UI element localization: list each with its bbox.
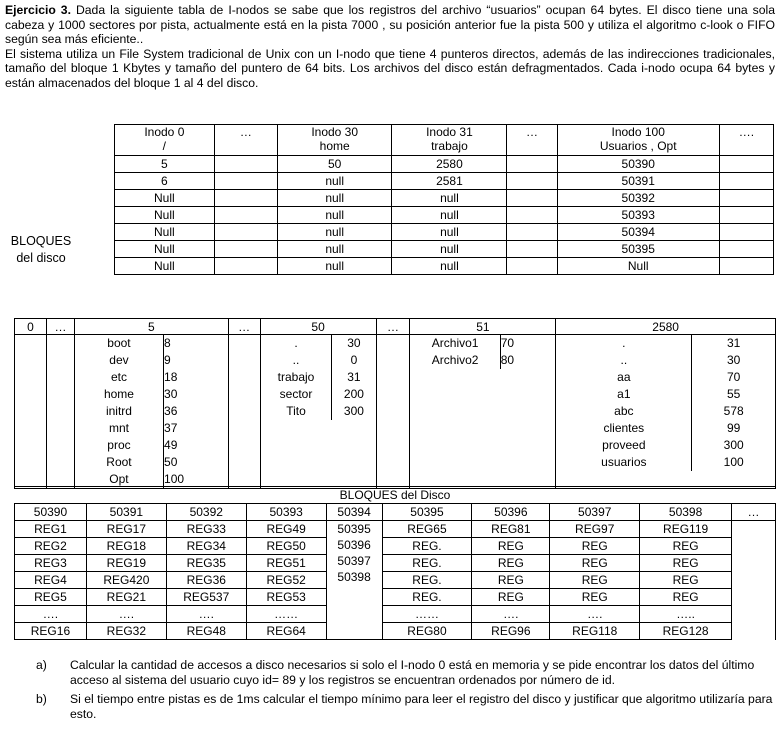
disk-block-cell: REG1: [15, 521, 87, 538]
disk-block-cell: REG2: [15, 538, 87, 555]
disk-block-row: [15, 572, 776, 589]
dir-entry-name: clientes: [556, 420, 692, 437]
disk-block-empty-cell: [732, 606, 776, 623]
inode-row: [115, 224, 774, 241]
dir-entry-name: home: [75, 386, 164, 403]
disk-block-cell: REG: [550, 589, 640, 606]
dir-entry-inode: 100: [164, 472, 185, 486]
dir-block-5-entries: [75, 335, 228, 488]
disk-block-empty-cell: [732, 538, 776, 555]
dir-block-50-entries: [261, 335, 376, 420]
dir-entry-inode: 18: [164, 370, 178, 384]
disk-block-cell: ….: [472, 606, 550, 623]
disk-block-row: [15, 555, 776, 572]
disk-block-cell: ……: [382, 606, 472, 623]
inode-cell: [214, 156, 277, 173]
inode-cell: [214, 224, 277, 241]
question-a-text: Calcular la cantidad de accesos a disco necesarios si solo el I-nodo 0 está en memoria y se pide encontrar los datos del último acceso al sistema del usuario cuyo id= 89 y los registros se encuentran ordenados por número de id.: [70, 658, 755, 687]
inode-header-cell: [719, 125, 773, 156]
disk-block-cell: REG50: [246, 538, 326, 555]
disk-block-cell: ….: [15, 606, 87, 623]
disk-block-header-cell: …: [732, 504, 776, 521]
inode-header-cell: [214, 125, 277, 156]
dir-header-cell: 0: [15, 319, 47, 335]
disk-block-cell: REG97: [550, 521, 640, 538]
disk-block-cell: REG19: [86, 555, 166, 572]
dir-entry-inode: 8: [164, 336, 171, 350]
paragraph-1: [5, 3, 775, 47]
dir-entry-name: .: [556, 335, 692, 352]
dir-entry-name: .: [261, 335, 332, 352]
dir-entry-name: dev: [75, 352, 164, 369]
disk-block-cell: REG34: [166, 538, 246, 555]
inode-cell: [507, 241, 557, 258]
question-a-label: a): [36, 658, 47, 672]
dir-gap-cell: [228, 335, 260, 489]
dir-entry-inode: 36: [164, 404, 178, 418]
inode-header-line1: Inodo 0: [144, 125, 185, 139]
dir-entry: [410, 335, 555, 352]
dir-entry-name: ..: [556, 352, 692, 369]
dir-entry-name: proveed: [556, 437, 692, 454]
question-b-text: Si el tiempo entre pistas es de 1ms calcular el tiempo mínimo para leer el registro del disco y justificar que algoritmo utilizaría para esto.: [70, 692, 773, 721]
disk-block-cell: REG81: [472, 521, 550, 538]
inode-header-line2: trabajo: [431, 139, 468, 153]
dir-entry: [75, 403, 228, 420]
disk-block-cell: REG52: [246, 572, 326, 589]
bloques-side-label: [6, 233, 76, 267]
disk-block-row: [15, 606, 776, 623]
disk-block-cell: REG119: [640, 521, 732, 538]
disk-block-cell: REG.: [382, 555, 472, 572]
dir-entry-inode: 70: [500, 336, 515, 350]
disk-block-row: [15, 589, 776, 606]
dir-entry: [556, 369, 775, 386]
dir-entry-inode: 200: [343, 387, 364, 401]
inode-cell: 50391: [557, 173, 719, 190]
inode-cell: [507, 207, 557, 224]
disk-block-cell: REG.: [382, 538, 472, 555]
directory-content-row: [15, 335, 776, 489]
disk-block-cell: REG: [472, 538, 550, 555]
dir-entry-name: etc: [75, 369, 164, 386]
inode-row: [115, 258, 774, 275]
dir-header-cell: …: [376, 319, 410, 335]
inode-table-body: [115, 125, 774, 275]
inode-header-cell: [277, 125, 392, 156]
inode-cell: Null: [115, 258, 215, 275]
dir-entry: [556, 386, 775, 403]
disk-block-cell: REG17: [86, 521, 166, 538]
dir-entry-inode: 300: [343, 404, 364, 418]
inode-cell: [214, 190, 277, 207]
disk-block-cell: REG21: [86, 589, 166, 606]
inode-cell: null: [392, 207, 507, 224]
disk-block-cell: REG118: [550, 623, 640, 640]
inode-row: [115, 173, 774, 190]
inode-cell: [719, 207, 773, 224]
inode-cell: 50395: [557, 241, 719, 258]
directory-blocks-table: [14, 318, 776, 489]
dir-entry-inode: 50: [164, 455, 178, 469]
inode-cell: [719, 224, 773, 241]
inode-cell: 50393: [557, 207, 719, 224]
disk-block-cell: REG18: [86, 538, 166, 555]
disk-block-cell: REG3: [15, 555, 87, 572]
dir-entry-name: boot: [75, 335, 164, 352]
dir-entry-name: usuarios: [556, 454, 692, 471]
dir-gap-cell: [46, 335, 74, 489]
question-a: [36, 658, 776, 688]
dir-entry-name: initrd: [75, 403, 164, 420]
dir-block-2580-entries: [556, 335, 775, 471]
dir-entry-inode: 49: [164, 438, 178, 452]
disk-block-cell: REG420: [86, 572, 166, 589]
disk-block-cell: REG128: [640, 623, 732, 640]
dir-entry: [556, 403, 775, 420]
dir-entry-name: proc: [75, 437, 164, 454]
dir-entry: [261, 369, 376, 386]
dir-entry: [75, 386, 228, 403]
inode-row: [115, 241, 774, 258]
dir-gap-cell: [376, 335, 410, 489]
dir-entry: [75, 454, 228, 471]
inode-cell: 2581: [392, 173, 507, 190]
dir-entry: [556, 437, 775, 454]
inode-header-line1: Inodo 100: [611, 125, 665, 139]
disk-block-cell: …..: [640, 606, 732, 623]
dir-entry-name: Archivo1: [410, 335, 500, 352]
dir-entry-inode: 37: [164, 421, 178, 435]
questions-list: [36, 658, 776, 726]
inode-cell: [719, 156, 773, 173]
inode-header-cell: [392, 125, 507, 156]
dir-entry: [261, 386, 376, 403]
inode-header-line1: Inodo 31: [426, 125, 473, 139]
dir-entry-inode: 30: [164, 387, 178, 401]
disk-block-cell: ….: [166, 606, 246, 623]
inode-cell: null: [392, 241, 507, 258]
inode-cell: Null: [115, 190, 215, 207]
dir-entry-inode: 31: [347, 370, 361, 384]
disk-block-cell: REG: [472, 555, 550, 572]
inode-cell: null: [392, 190, 507, 207]
dir-entry-inode: 9: [164, 353, 171, 367]
paragraph-1-text: Dada la siguiente tabla de I-nodos se sabe que los registros del archivo “usuarios” ocupan 64 bytes. El disco tiene una sola cabeza y 1000 sectores por pista, actualmente está en la pista 7000 , su posición anterior fue la pista 500 y utiliza el algoritmo c-look o FIFO según sea más eficiente..: [5, 3, 775, 47]
exercise-label: Ejercicio 3.: [5, 3, 71, 17]
inode-header-line2: Usuarios , Opt: [599, 139, 677, 153]
dir-entry: [556, 352, 775, 369]
dir-entry: [75, 420, 228, 437]
inode-cell: [507, 224, 557, 241]
dir-entry: [75, 437, 228, 454]
inode-row: [115, 190, 774, 207]
disk-block-pointer: 50395: [337, 522, 371, 536]
disk-blocks-table: [14, 486, 776, 640]
dir-entry: [75, 352, 228, 369]
inode-cell: 50: [277, 156, 392, 173]
disk-block-empty-cell: [732, 589, 776, 606]
disk-block-cell: REG35: [166, 555, 246, 572]
dir-entry: [261, 335, 376, 352]
dir-entry-name: aa: [556, 369, 692, 386]
dir-entry-inode: 30: [727, 353, 741, 367]
disk-block-cell: REG537: [166, 589, 246, 606]
dir-entry: [75, 335, 228, 352]
dir-entry-name: a1: [556, 386, 692, 403]
dir-header-cell: …: [46, 319, 74, 335]
inode-cell: null: [277, 207, 392, 224]
disk-block-50394-cell: [326, 521, 382, 640]
dir-entry: [556, 335, 775, 352]
disk-block-cell: REG: [550, 538, 640, 555]
dir-header-cell: 51: [410, 319, 556, 335]
inode-cell: [214, 241, 277, 258]
disk-block-cell: REG.: [382, 572, 472, 589]
dir-entry-name: Opt: [75, 471, 164, 488]
dir-entry: [261, 352, 376, 369]
disk-blocks-body: [15, 487, 776, 640]
inode-header-line2: home: [319, 139, 350, 153]
inode-header-line1: ….: [738, 125, 755, 139]
disk-block-pointer: 50397: [337, 554, 371, 568]
dir-entry-name: sector: [261, 386, 332, 403]
dir-entry: [556, 454, 775, 471]
disk-block-cell: REG32: [86, 623, 166, 640]
dir-entry-name: Archivo2: [410, 352, 500, 369]
disk-block-cell: REG.: [382, 589, 472, 606]
disk-block-cell: REG80: [382, 623, 472, 640]
inode-header-line1: Inodo 30: [311, 125, 359, 139]
dir-entry-name: mnt: [75, 420, 164, 437]
inode-header-cell: [507, 125, 557, 156]
disk-block-row: [15, 521, 776, 538]
dir-entry-inode: 99: [727, 421, 741, 435]
dir-entry-inode: 30: [347, 336, 361, 350]
bloques-label-line2: del disco: [16, 251, 66, 265]
dir-block-5-cell: [74, 335, 228, 489]
dir-entry-inode: 80: [500, 353, 515, 367]
dir-entry: [75, 369, 228, 386]
inode-cell: Null: [557, 258, 719, 275]
dir-entry-inode: 100: [723, 455, 744, 469]
inode-row: [115, 156, 774, 173]
disk-block-cell: ….: [86, 606, 166, 623]
dir-entry: [556, 420, 775, 437]
disk-block-header-cell: 50396: [472, 504, 550, 521]
inode-cell: 5: [115, 156, 215, 173]
inode-cell: [214, 173, 277, 190]
disk-block-cell: REG33: [166, 521, 246, 538]
dir-block-51-entries: [410, 335, 555, 369]
inode-cell: [719, 241, 773, 258]
disk-block-cell: REG: [640, 538, 732, 555]
dir-block-0-cell: [15, 335, 47, 489]
inode-cell: [719, 258, 773, 275]
disk-block-cell: REG96: [472, 623, 550, 640]
dir-header-cell: 2580: [556, 319, 776, 335]
disk-block-cell: REG5: [15, 589, 87, 606]
disk-block-cell: REG16: [15, 623, 87, 640]
inode-cell: null: [277, 173, 392, 190]
disk-block-cell: REG48: [166, 623, 246, 640]
inode-cell: 2580: [392, 156, 507, 173]
dir-entry-name: abc: [556, 403, 692, 420]
disk-block-header-cell: 50395: [382, 504, 472, 521]
dir-entry-inode: 300: [723, 438, 744, 452]
dir-entry: [410, 352, 555, 369]
inode-cell: [507, 258, 557, 275]
disk-block-cell: ……: [246, 606, 326, 623]
dir-header-cell: …: [228, 319, 260, 335]
dir-entry-name: ..: [261, 352, 332, 369]
disk-blocks-title-row: [15, 487, 776, 504]
inode-cell: Null: [115, 224, 215, 241]
dir-entry-name: Root: [75, 454, 164, 471]
exercise-statement: [5, 3, 775, 91]
inode-cell: null: [277, 241, 392, 258]
inode-header-line2: /: [162, 139, 167, 153]
dir-block-2580-cell: [556, 335, 776, 489]
disk-block-header-cell: 50398: [640, 504, 732, 521]
inode-header-cell: [557, 125, 719, 156]
disk-block-row: [15, 623, 776, 640]
disk-block-cell: REG64: [246, 623, 326, 640]
disk-block-empty-cell: [732, 555, 776, 572]
inode-cell: [507, 156, 557, 173]
disk-block-cell: REG: [640, 572, 732, 589]
inode-header-row: [115, 125, 774, 156]
dir-header-cell: 50: [260, 319, 376, 335]
inode-cell: [719, 173, 773, 190]
inode-cell: null: [392, 224, 507, 241]
disk-blocks-title: BLOQUES del Disco: [15, 487, 776, 504]
inode-header-line1: …: [239, 125, 252, 139]
disk-block-row: [15, 538, 776, 555]
disk-block-header-cell: 50390: [15, 504, 87, 521]
disk-block-cell: REG51: [246, 555, 326, 572]
dir-entry-name: trabajo: [261, 369, 332, 386]
bloques-label-line1: BLOQUES: [10, 234, 72, 248]
inode-header-cell: [115, 125, 215, 156]
dir-entry-inode: 0: [350, 353, 358, 367]
dir-block-50-cell: [260, 335, 376, 489]
disk-block-header-cell: 50392: [166, 504, 246, 521]
inode-cell: 6: [115, 173, 215, 190]
inode-cell: null: [277, 258, 392, 275]
inode-cell: [214, 207, 277, 224]
dir-header-cell: 5: [74, 319, 228, 335]
disk-blocks-header-row: [15, 504, 776, 521]
disk-block-header-cell: 50397: [550, 504, 640, 521]
dir-entry-inode: 55: [727, 387, 741, 401]
dir-entry-name: Tito: [261, 403, 332, 420]
inode-header-line1: …: [526, 125, 539, 139]
inode-cell: Null: [115, 207, 215, 224]
directory-header-row: [15, 319, 776, 335]
disk-block-cell: ….: [550, 606, 640, 623]
disk-block-cell: REG49: [246, 521, 326, 538]
disk-block-cell: REG4: [15, 572, 87, 589]
disk-block-cell: REG: [472, 589, 550, 606]
question-b-label: b): [36, 692, 47, 706]
disk-block-header-cell: 50391: [86, 504, 166, 521]
dir-entry-inode: 31: [727, 336, 741, 350]
disk-block-cell: REG: [550, 572, 640, 589]
disk-block-empty-cell: [732, 623, 776, 640]
disk-block-pointer: 50398: [337, 570, 371, 584]
inode-cell: [507, 190, 557, 207]
disk-block-cell: REG: [550, 555, 640, 572]
disk-block-cell: REG65: [382, 521, 472, 538]
dir-entry-inode: 578: [723, 404, 744, 418]
inode-table: [114, 124, 774, 275]
paragraph-2: El sistema utiliza un File System tradicional de Unix con un I-nodo que tiene 4 punteros directos, además de las indirecciones tradicionales, tamaño del bloque 1 Kbytes y tamaño del puntero de 64 bits. Los archivos del disco están defragmentados. Cada i-nodo ocupa 64 bytes y están almacenados del bloque 1 al 4 del disco.: [5, 46, 775, 90]
disk-block-empty-cell: [732, 572, 776, 589]
disk-block-empty-cell: [732, 521, 776, 538]
inode-cell: 50390: [557, 156, 719, 173]
inode-cell: 50392: [557, 190, 719, 207]
dir-block-51-cell: [410, 335, 556, 489]
disk-block-cell: REG: [640, 555, 732, 572]
inode-cell: null: [392, 258, 507, 275]
disk-block-pointer: 50396: [337, 538, 371, 552]
disk-block-header-cell: 50393: [246, 504, 326, 521]
disk-block-header-cell: 50394: [326, 504, 382, 521]
inode-cell: [507, 173, 557, 190]
inode-cell: [214, 258, 277, 275]
inode-cell: null: [277, 224, 392, 241]
inode-row: [115, 207, 774, 224]
disk-block-cell: REG36: [166, 572, 246, 589]
disk-block-cell: REG: [472, 572, 550, 589]
dir-entry-inode: 70: [727, 370, 741, 384]
inode-cell: null: [277, 190, 392, 207]
question-b: [36, 692, 776, 722]
disk-block-cell: REG: [640, 589, 732, 606]
inode-cell: Null: [115, 241, 215, 258]
inode-cell: 50394: [557, 224, 719, 241]
disk-block-cell: REG53: [246, 589, 326, 606]
dir-entry: [261, 403, 376, 420]
inode-cell: [719, 190, 773, 207]
